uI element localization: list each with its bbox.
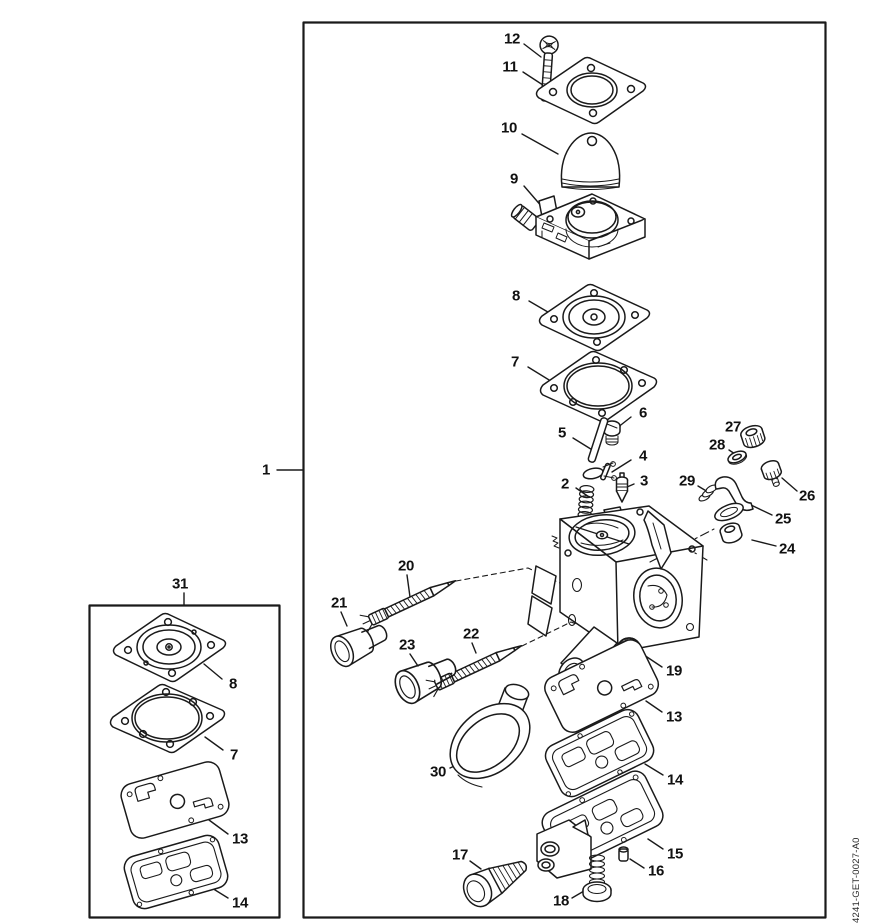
callout-3: 3 [639, 472, 649, 490]
part-8-pump-diaphragm [540, 285, 650, 351]
callout-29: 29 [678, 472, 696, 490]
part-25-swivel [712, 477, 753, 524]
drawing-code: 4241-GET-0027-A0 [851, 837, 862, 923]
callout-28: 28 [708, 436, 726, 454]
callout-24: 24 [778, 540, 796, 558]
callout-8-detail: 8 [228, 675, 238, 693]
callout-16: 16 [647, 862, 665, 880]
callout-23: 23 [398, 636, 416, 654]
callout-7-detail: 7 [229, 746, 239, 764]
part-27-nut [739, 423, 766, 450]
callout-15: 15 [666, 845, 684, 863]
detail-part-13-diaphragm [118, 759, 231, 841]
detail-part-7-gasket [111, 685, 225, 753]
callout-1: 1 [261, 461, 271, 479]
callout-20: 20 [397, 557, 415, 575]
callout-6: 6 [638, 404, 648, 422]
callout-7: 7 [510, 353, 520, 371]
part-26-plug [760, 459, 786, 490]
callout-27: 27 [724, 418, 742, 436]
callout-2: 2 [560, 475, 570, 493]
callout-11: 11 [502, 58, 518, 76]
callout-18: 18 [552, 892, 570, 910]
part-16-plug [619, 847, 628, 861]
callout-22: 22 [462, 625, 480, 643]
part-5-pin [588, 417, 609, 463]
callout-17: 17 [451, 846, 469, 864]
callout-30: 30 [429, 763, 447, 781]
part-17-screw [458, 850, 534, 912]
callout-9: 9 [509, 170, 519, 188]
part-21-cap [326, 617, 392, 671]
callout-4: 4 [638, 447, 648, 465]
callout-10: 10 [500, 119, 518, 137]
callout-21: 21 [330, 594, 348, 612]
callout-14: 14 [666, 771, 684, 789]
detail-part-14-gasket [121, 833, 230, 912]
part-4-metering-lever [582, 462, 616, 481]
part-30-cover-plug [436, 682, 545, 794]
callout-25: 25 [774, 510, 792, 528]
part-10-primer-bulb [561, 133, 619, 190]
part-9-pump-cover [510, 194, 645, 259]
callout-13: 13 [665, 708, 683, 726]
callout-13-detail: 13 [231, 830, 249, 848]
callout-12: 12 [503, 30, 521, 48]
part-24-bushing [719, 521, 744, 545]
part-20-adjusting-screw [359, 573, 459, 632]
detail-part-8-diaphragm [114, 614, 226, 682]
callout-19: 19 [665, 662, 683, 680]
callout-5: 5 [557, 424, 567, 442]
callout-14-detail: 14 [231, 894, 249, 912]
callout-8: 8 [511, 287, 521, 305]
callout-31: 31 [171, 575, 189, 593]
part-28-washer [726, 449, 748, 467]
callout-26: 26 [798, 487, 816, 505]
part-3-inlet-needle [617, 473, 628, 502]
part-11-cover-plate [537, 58, 646, 124]
